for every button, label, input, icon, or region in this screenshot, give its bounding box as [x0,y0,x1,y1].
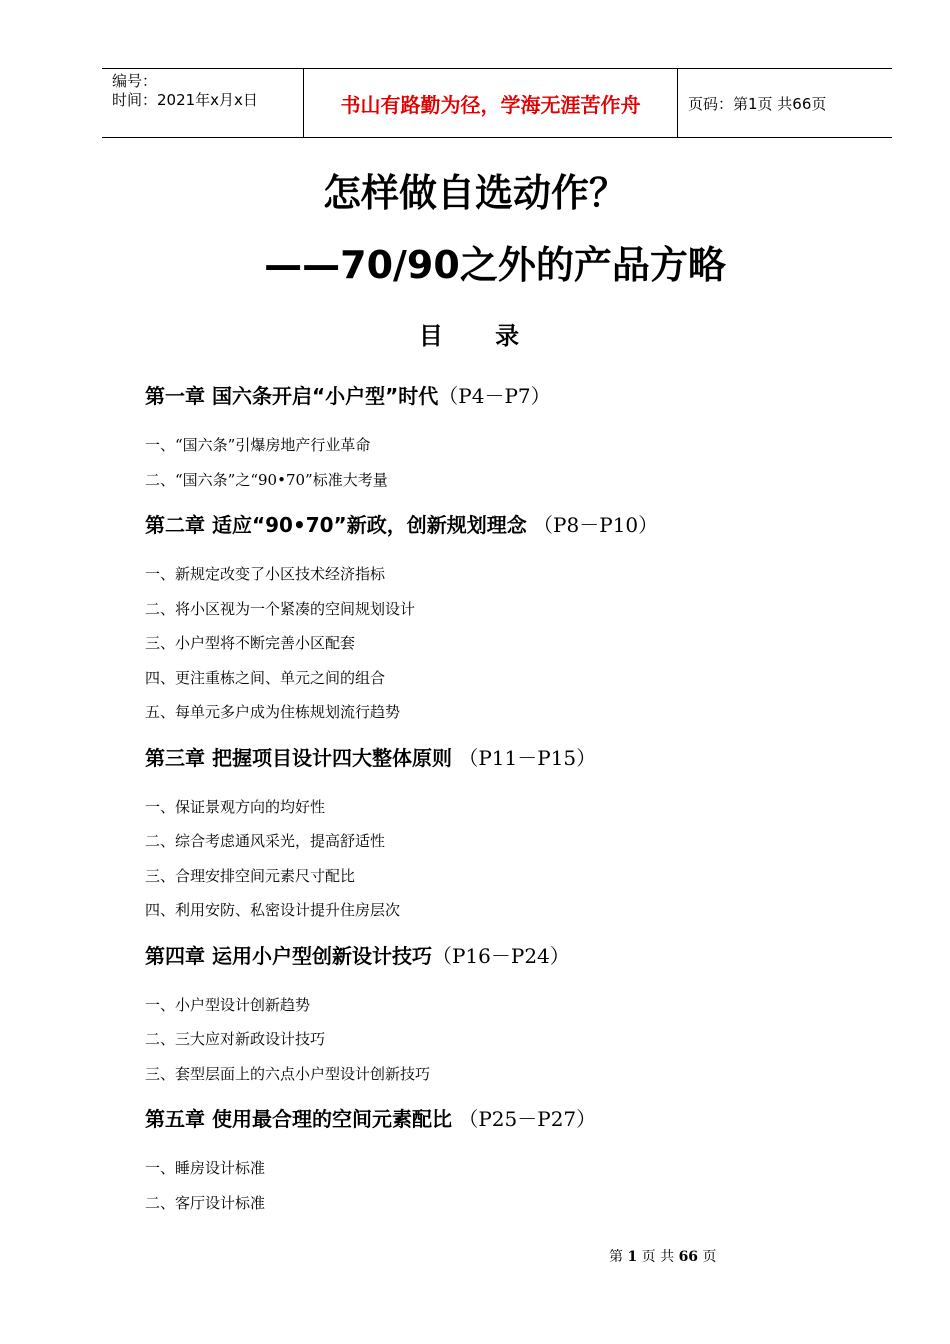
toc-item: 一、“国六条”引爆房地产行业革命 [145,436,371,454]
header-page-info: 页码：第1页 共66页 [688,94,827,113]
doc-title: 怎样做自选动作？ [322,171,627,215]
chapter-items [145,784,865,932]
chapter-pages: （P4－P7） [438,384,551,408]
toc-item: 一、小户型设计创新趋势 [145,995,311,1014]
toc-chapter [145,501,865,551]
toc-heading: 目 录 [418,322,542,350]
chapter-title: 第四章 运用小户型创新设计技巧 [145,943,432,968]
footer-prefix: 第 [609,1249,628,1265]
toc-chapter [145,734,865,784]
chapter-title: 第五章 使用最合理的空间元素配比 [145,1107,452,1131]
footer-suffix: 页 [698,1249,717,1265]
chapter-items [145,551,865,734]
time-label: 时间：2021年x月x日 [112,91,258,109]
page-footer [609,1246,717,1266]
footer-current-page: 1 [627,1249,638,1265]
toc-item: 三、套型层面上的六点小户型设计创新技巧 [145,1064,431,1083]
chapter-pages: （P8－P10） [526,513,659,537]
chapter-items [145,982,865,1096]
toc-item: 一、保证景观方向的均好性 [145,797,326,816]
chapter-items [145,422,865,501]
code-label: 编号： [112,72,158,90]
chapter-items [145,1145,865,1224]
toc-item: 二、“国六条”之“90•70”标准大考量 [145,470,388,489]
toc-item: 三、小户型将不断完善小区配套 [145,634,356,652]
page-header [102,68,892,138]
chapter-title: 第一章 国六条开启“小户型”时代 [145,384,439,408]
chapter-pages: （P16－P24） [431,943,570,968]
toc-item: 二、将小区视为一个紧凑的空间规划设计 [145,599,416,618]
toc-item: 五、每单元多户成为住栋规划流行趋势 [145,703,401,721]
toc-item: 二、综合考虑通风采光，提高舒适性 [145,832,386,850]
header-motto: 书山有路勤为径，学海无涯苦作舟 [304,69,678,137]
toc-chapter [145,372,865,422]
toc-chapter [145,932,865,982]
chapter-pages: （P11－P15） [451,745,597,770]
footer-total-pages: 66 [678,1249,699,1265]
toc-item: 四、利用安防、私密设计提升住房层次 [145,901,401,919]
toc-chapter [145,1095,865,1145]
header-meta [102,69,304,137]
chapter-pages: （P25－P27） [451,1107,597,1131]
toc-item: 三、合理安排空间元素尺寸配比 [145,866,356,885]
chapter-title: 第三章 把握项目设计四大整体原则 [145,745,452,770]
footer-middle: 页 共 [637,1249,679,1265]
toc-item: 四、更注重栋之间、单元之间的组合 [145,668,386,687]
toc-item: 二、客厅设计标准 [145,1193,266,1212]
toc-item: 一、睡房设计标准 [145,1159,266,1177]
toc-item: 二、三大应对新政设计技巧 [145,1030,326,1048]
table-of-contents [145,372,865,1224]
doc-subtitle: ——70/90之外的产品方略 [264,243,726,287]
toc-item: 一、新规定改变了小区技术经济指标 [145,565,386,583]
chapter-title: 第二章 适应“90•70”新政，创新规划理念 [145,513,527,537]
